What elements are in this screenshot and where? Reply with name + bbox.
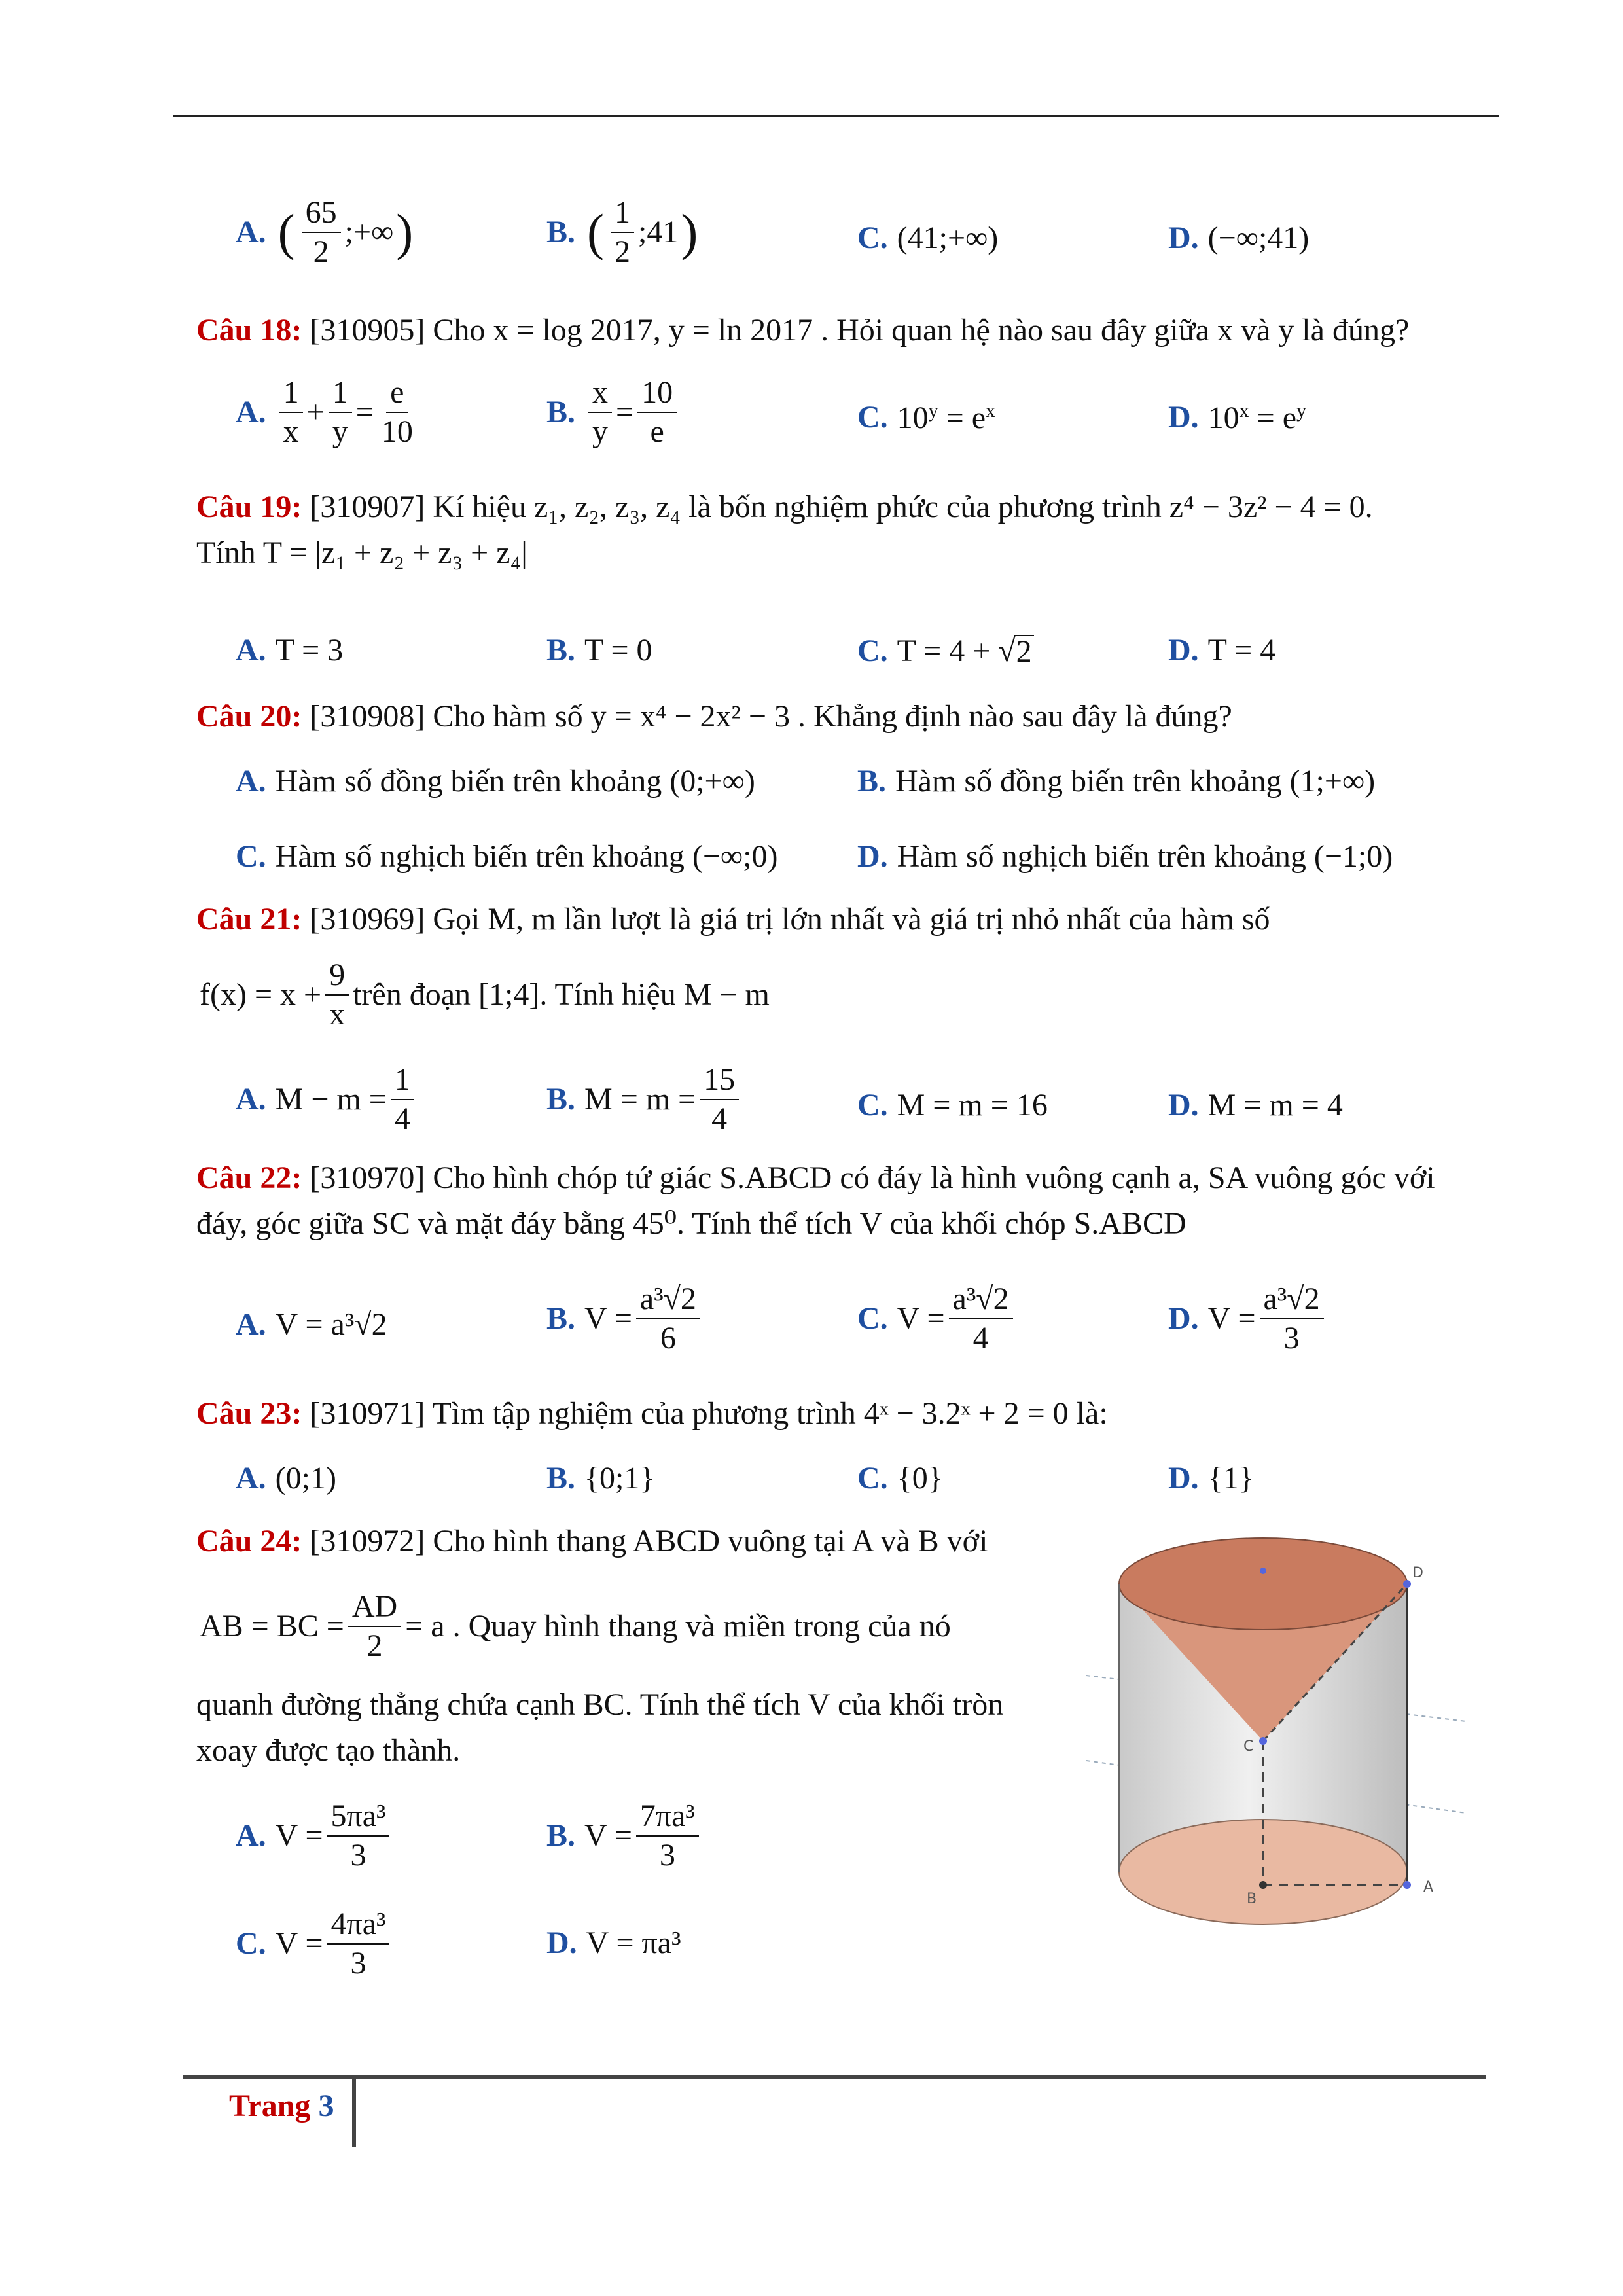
question-22: Câu 22: [310970] Cho hình chóp tứ giác S.ABCD có đáy là hình vuông cạnh a, SA vuông góc với đáy, góc giữa SC và mặt đáy bằng 45⁰. Tính thể tích V của khối chóp S.ABCD: [196, 1160, 1435, 1241]
q19-option-d[interactable]: D. T = 4: [1168, 633, 1276, 668]
q22-option-c[interactable]: C. V = $\frac{\text{a³√2}}{4}$: [857, 1283, 1017, 1355]
q19-option-a[interactable]: A. T = 3: [236, 633, 344, 668]
q18-option-c[interactable]: C. $10^y = e^x$: [857, 400, 996, 435]
q17-option-c[interactable]: C. (41;+∞): [857, 221, 999, 255]
q20-option-b[interactable]: B. Hàm số đồng biến trên khoảng (1;+∞): [857, 764, 1376, 798]
fraction: $\frac{1}{2}$: [611, 196, 634, 269]
footer-divider: [352, 2075, 356, 2147]
q24-option-d[interactable]: D. V = πa³: [546, 1926, 681, 1960]
q17-option-a[interactable]: A. ( $\frac{65}{2}$ ;+∞ ): [236, 195, 414, 270]
q22-option-b[interactable]: B. V = $\frac{\text{a³√2}}{6}$: [546, 1283, 704, 1355]
q20-option-d[interactable]: D. Hàm số nghịch biến trên khoảng (−1;0): [857, 839, 1393, 874]
q18-option-a[interactable]: A. $\frac{1}{x}$ + $\frac{1}{y}$ = $\frac{e}{10}$: [236, 375, 413, 450]
label-b: B: [1247, 1891, 1257, 1907]
q23-option-c[interactable]: C. {0}: [857, 1461, 943, 1496]
q22-option-a[interactable]: A. V = a³√2: [236, 1307, 387, 1342]
question-20: Câu 20: [310908] Cho hàm số y = x⁴ − 2x² − 3 . Khẳng định nào sau đây là đúng?: [196, 699, 1232, 734]
question-18: Câu 18: [310905] Cho x = log 2017, y = ln 2017 . Hỏi quan hệ nào sau đây giữa x và y là đúng?: [196, 313, 1410, 348]
q23-option-a[interactable]: A. (0;1): [236, 1461, 336, 1496]
question-23: Câu 23: [310971] Tìm tập nghiệm của phương trình 4ˣ − 3.2ˣ + 2 = 0 là:: [196, 1396, 1108, 1431]
q23-option-b[interactable]: B. {0;1}: [546, 1461, 655, 1496]
q23-option-d[interactable]: D. {1}: [1168, 1461, 1254, 1496]
question-24: Câu 24: [310972] Cho hình thang ABCD vuông tại A và B với: [196, 1524, 988, 1558]
question-19: Câu 19: [310907] Kí hiệu z₁, z₂, z₃, z₄ là bốn nghiệm phức của phương trình z⁴ − 3z² − 4 = 0. Tính T = |z₁ + z₂ + z₃ + z₄|: [196, 490, 1373, 570]
top-rule: [173, 115, 1499, 117]
q18-option-b[interactable]: B. $\frac{x}{y}$ = $\frac{10}{e}$: [546, 376, 681, 449]
question-21: Câu 21: [310969] Gọi M, m lần lượt là giá trị lớn nhất và giá trị nhỏ nhất của hàm số: [196, 902, 1270, 937]
q17-option-b[interactable]: B. ( $\frac{1}{2}$ ;41 ): [546, 195, 698, 270]
q20-option-a[interactable]: A. Hàm số đồng biến trên khoảng (0;+∞): [236, 764, 755, 798]
cylinder-cone-figure: [1086, 1525, 1466, 1944]
q24-option-a[interactable]: A. V = $\frac{\text{5πa³}}{3}$: [236, 1800, 393, 1873]
q21-option-c[interactable]: C. M = m = 16: [857, 1088, 1048, 1122]
q24-text: quanh đường thẳng chứa cạnh BC. Tính thể tích V của khối tròn xoay được tạo thành.: [196, 1687, 1004, 1768]
q21-option-b[interactable]: B. M = m = $\frac{15}{4}$: [546, 1064, 743, 1136]
q22-option-d[interactable]: D. V = $\frac{\text{a³√2}}{3}$: [1168, 1283, 1328, 1355]
q18-option-d[interactable]: D. $10^x = e^y$: [1168, 400, 1307, 435]
q24-option-c[interactable]: C. V = $\frac{\text{4πa³}}{3}$: [236, 1908, 393, 1981]
page-number: Trang 3: [229, 2089, 334, 2123]
label-a: A: [1423, 1879, 1434, 1895]
fraction: $\frac{65}{2}$: [302, 196, 341, 269]
q24-option-b[interactable]: B. V = $\frac{\text{7πa³}}{3}$: [546, 1800, 703, 1873]
footer-rule: [183, 2075, 1486, 2079]
label-c: C: [1243, 1738, 1254, 1755]
q19-option-b[interactable]: B. T = 0: [546, 633, 652, 668]
q19-option-c[interactable]: C. T = 4 + √ 2: [857, 635, 1034, 668]
q21-option-a[interactable]: A. M − m = $\frac{1}{4}$: [236, 1064, 418, 1136]
label-d: D: [1412, 1565, 1423, 1581]
q17-option-d[interactable]: D. (−∞;41): [1168, 221, 1310, 255]
q20-option-c[interactable]: C. Hàm số nghịch biến trên khoảng (−∞;0): [236, 839, 778, 874]
q21-option-d[interactable]: D. M = m = 4: [1168, 1088, 1343, 1122]
